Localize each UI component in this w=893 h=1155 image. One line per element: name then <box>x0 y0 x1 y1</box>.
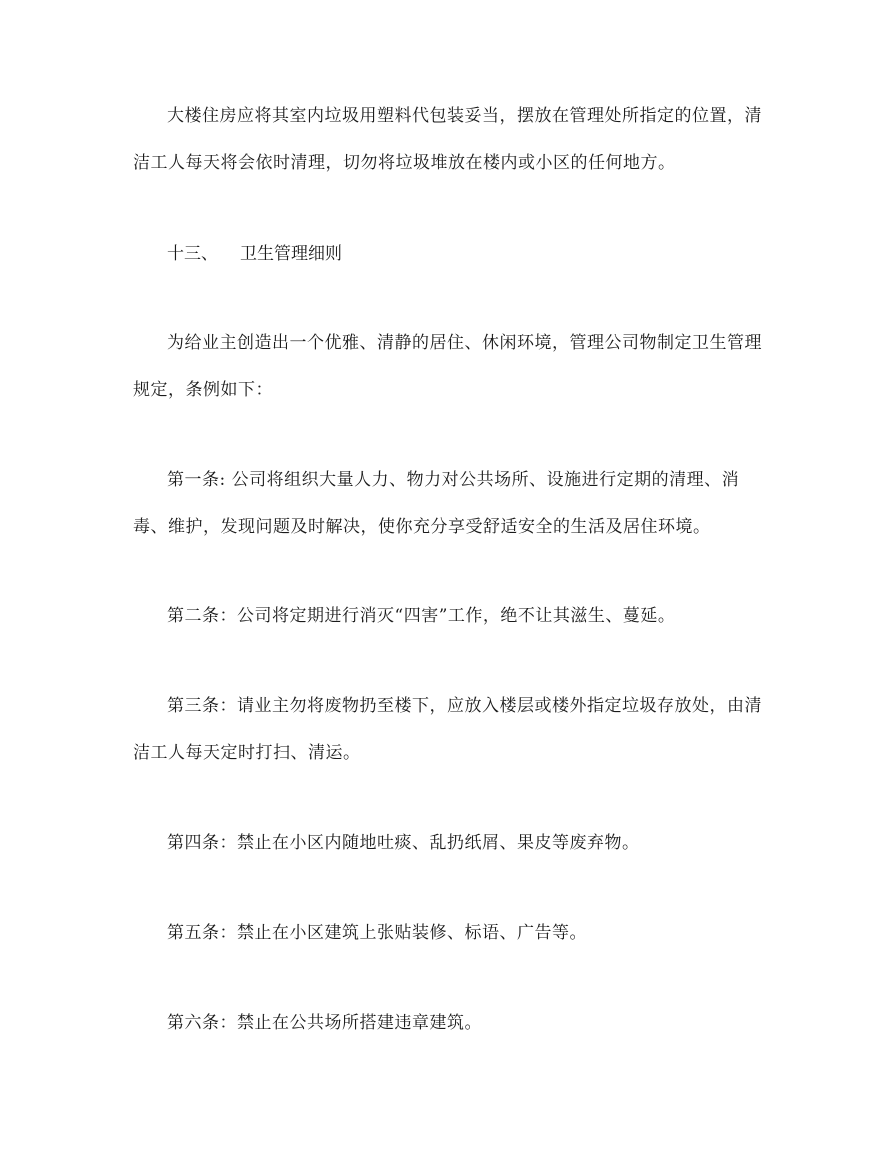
intro-paragraph: 大楼住房应将其室内垃圾用塑料代包装妥当，摆放在管理处所指定的位置，清洁工人每天将会依时清理，切勿将垃圾堆放在楼内或小区的任何地方。 <box>133 106 762 173</box>
article-2: 第二条：公司将定期进行消灭“四害”工作，绝不让其滋生、蔓延。 <box>167 606 676 626</box>
preface-paragraph: 为给业主创造出一个优雅、清静的居住、休闲环境，管理公司物制定卫生管理规定，条例如下： <box>133 333 762 400</box>
section-title: 卫生管理细则 <box>240 244 342 264</box>
section-heading <box>167 243 342 265</box>
article-6: 第六条：禁止在公共场所搭建违章建筑。 <box>167 1013 482 1033</box>
section-number: 十三、 <box>167 244 218 264</box>
article-1: 第一条: 公司将组织大量人力、物力对公共场所、设施进行定期的清理、消毒、维护，发现问题及时解决，使你充分享受舒适安全的生活及居住环境。 <box>133 470 740 537</box>
article-3: 第三条：请业主勿将废物扔至楼下，应放入楼层或楼外指定垃圾存放处，由清洁工人每天定时打扫、清运。 <box>133 696 762 763</box>
article-5: 第五条：禁止在小区建筑上张贴装修、标语、广告等。 <box>167 923 587 943</box>
article-4: 第四条：禁止在小区内随地吐痰、乱扔纸屑、果皮等废弃物。 <box>167 833 640 853</box>
